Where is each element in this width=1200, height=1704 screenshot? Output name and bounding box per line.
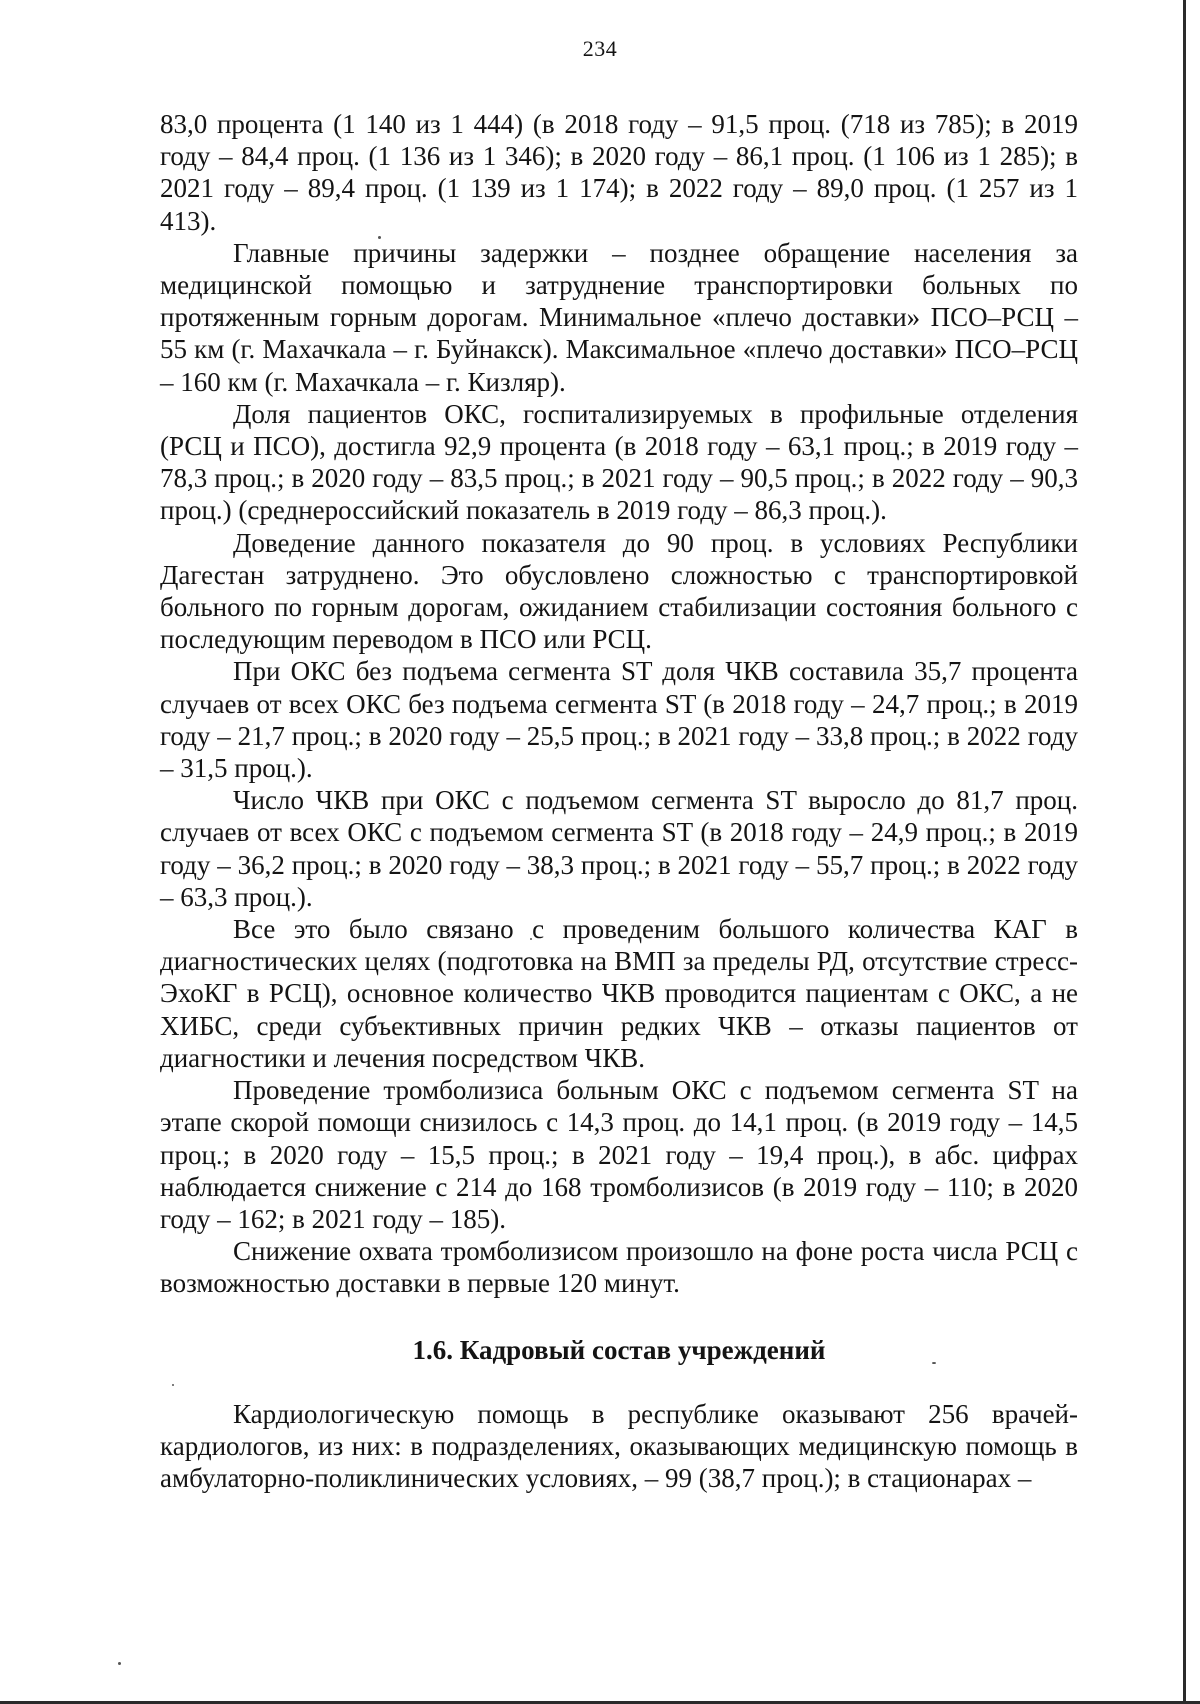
body-paragraph: Кардиологическую помощь в республике оказывают 256 врачей-кардиологов, из них: в подразделениях, оказывающих медицинскую помощь в амбулаторно-поликлинических условиях, – 99 (38,7 проц.); в стационарах – xyxy=(160,1398,1078,1493)
body-paragraph: Главные причины задержки – позднее обращение населения за медицинской помощью и затруднение транспортировки больных по протяженным горным дорогам. Минимальное «плечо доставки» ПСО–РСЦ – 55 км (г. Махачкала – г. Буйнакск). Максимальное «плечо доставки» ПСО–РСЦ – 160 км (г. Махачкала – г. Кизляр). xyxy=(160,237,1078,397)
page-body xyxy=(160,108,1078,1494)
body-paragraph: Число ЧКВ при ОКС с подъемом сегмента ST выросло до 81,7 проц. случаев от всех ОКС с подъемом сегмента ST (в 2018 году – 24,9 проц.; в 2019 году – 36,2 проц.; в 2020 году – 38,3 проц.; в 2021 году – 55,7 проц.; в 2022 году – 63,3 проц.). xyxy=(160,785,1078,912)
body-paragraph: Доля пациентов ОКС, госпитализируемых в профильные отделения (РСЦ и ПСО), достигла 92,9 процента (в 2018 году – 63,1 проц.; в 2019 году – 78,3 проц.; в 2020 году – 83,5 проц.; в 2021 году – 90,5 проц.; в 2022 году – 90,3 проц.) (среднероссийский показатель в 2019 году – 86,3 проц.). xyxy=(160,398,1078,526)
body-paragraph: 83,0 процента (1 140 из 1 444) (в 2018 году – 91,5 проц. (718 из 785); в 2019 году – 84,4 проц. (1 136 из 1 346); в 2020 году – 86,1 проц. (1 106 из 1 285); в 2021 году – 89,4 проц. (1 139 из 1 174); в 2022 году – 89,0 проц. (1 257 из 1 413). xyxy=(160,109,1078,236)
scan-speck xyxy=(118,1662,121,1665)
body-paragraph: Снижение охвата тромболизисом произошло на фоне роста числа РСЦ с возможностью доставки в первые 120 минут. xyxy=(160,1236,1078,1299)
body-paragraph: Все это было связано с проведеним большого количества КАГ в диагностических целях (подготовка на ВМП за пределы РД, отсутствие стресс-ЭхоКГ в РСЦ), основное количество ЧКВ проводится пациентам с ОКС, а не ХИБС, среди субъективных причин редких ЧКВ – отказы пациентов от диагностики и лечения посредством ЧКВ. xyxy=(160,914,1078,1073)
body-paragraph: Доведение данного показателя до 90 проц. в условиях Республики Дагестан затруднено. Это обусловлено сложностью с транспортировкой больного по горным дорогам, ожиданием стабилизации состояния больного с последующим переводом в ПСО или РСЦ. xyxy=(160,527,1078,655)
section-heading: 1.6. Кадровый состав учреждений xyxy=(412,1334,826,1365)
body-paragraph: При ОКС без подъема сегмента ST доля ЧКВ составила 35,7 процента случаев от всех ОКС без подъема сегмента ST (в 2018 году – 24,7 проц.; в 2019 году – 21,7 проц.; в 2020 году – 25,5 проц.; в 2021 году – 33,8 проц.; в 2022 году – 31,5 проц.). xyxy=(160,656,1078,784)
page-number: 234 xyxy=(582,36,618,61)
body-paragraph: Проведение тромболизиса больным ОКС с подъемом сегмента ST на этапе скорой помощи снизилось с 14,3 проц. до 14,1 проц. (в 2019 году – 14,5 проц.; в 2020 году – 15,5 проц.; в 2021 году – 19,4 проц.), в абс. цифрах наблюдается снижение с 214 до 168 тромболизисов (в 2019 году – 110; в 2020 году – 162; в 2021 году – 185). xyxy=(160,1075,1078,1234)
scan-edge-right xyxy=(1183,0,1186,1704)
